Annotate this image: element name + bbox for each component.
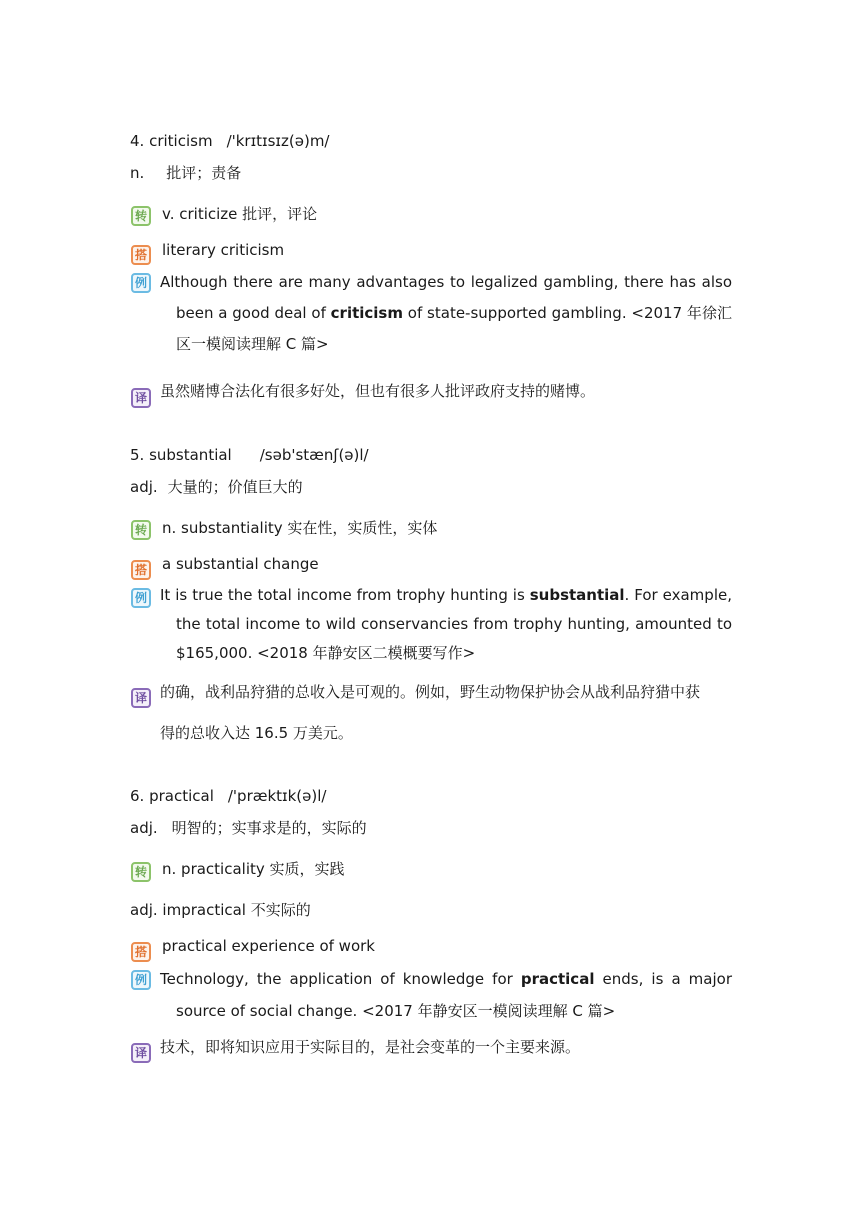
translation-text: 虽然赌博合法化有很多好处，但也有很多人批评政府支持的赌博。 xyxy=(160,382,596,400)
translation-text-continued: 得的总收入达 16.5 万美元。 xyxy=(160,724,353,742)
example-badge-icon: 例 xyxy=(131,970,151,990)
entry-phonetic: /səb'stænʃ(ə)l/ xyxy=(259,446,369,464)
collocation-badge-icon: 搭 xyxy=(131,942,151,962)
example-before: Although there are many advantages to legalized gambling, there has also been a good deal of xyxy=(160,273,732,322)
derivative-text: n. practicality 实质，实践 xyxy=(162,860,345,878)
translation-text: 的确，战利品狩猎的总收入是可观的。例如，野生动物保护协会从战利品狩猎中获 xyxy=(160,683,701,701)
entry-heading xyxy=(130,131,329,151)
example-sentence xyxy=(160,267,732,360)
translation-badge-icon: 译 xyxy=(131,1043,151,1063)
collocation-text: literary criticism xyxy=(162,241,285,259)
derivative-text-secondary: adj. impractical 不实际的 xyxy=(130,901,311,919)
example-after: of state-supported gambling. <2017 年徐汇区一模阅读理解 C 篇> xyxy=(176,304,732,353)
definition-text: 明智的；实事求是的，实际的 xyxy=(171,819,367,837)
entry-phonetic: /'præktɪk(ə)l/ xyxy=(227,787,327,805)
example-keyword: practical xyxy=(520,970,595,988)
part-of-speech: adj. xyxy=(130,819,158,837)
example-sentence xyxy=(160,581,732,668)
derivative-badge-icon: 转 xyxy=(131,520,151,540)
entry-definition xyxy=(130,163,241,183)
example-badge-icon: 例 xyxy=(131,588,151,608)
translation-text: 技术，即将知识应用于实际目的，是社会变革的一个主要来源。 xyxy=(160,1038,581,1056)
example-badge-icon: 例 xyxy=(131,273,151,293)
example-before: Technology, the application of knowledge for xyxy=(160,970,521,988)
collocation-badge-icon: 搭 xyxy=(131,245,151,265)
example-sentence xyxy=(160,963,732,1027)
part-of-speech: n. xyxy=(130,164,145,182)
derivative-text: n. substantiality 实在性，实质性，实体 xyxy=(162,519,438,537)
entry-word: 5. substantial xyxy=(130,446,232,464)
entry-definition xyxy=(130,477,303,497)
derivative-text: v. criticize 批评，评论 xyxy=(162,205,318,223)
entry-phonetic: /'krɪtɪsɪz(ə)m/ xyxy=(226,132,330,150)
entry-heading xyxy=(130,786,326,806)
collocation-text: a substantial change xyxy=(162,555,319,573)
part-of-speech: adj. xyxy=(130,478,158,496)
example-keyword: criticism xyxy=(330,304,403,322)
derivative-badge-icon: 转 xyxy=(131,862,151,882)
collocation-text: practical experience of work xyxy=(162,937,375,955)
definition-text: 批评；责备 xyxy=(166,164,242,182)
example-after: . For example, the total income to wild conservancies from trophy hunting, amounted to $165,000. <2018 年静安区二模概要写作> xyxy=(176,586,732,662)
entry-definition xyxy=(130,818,367,838)
example-after: ends, is a major source of social change. <2017 年静安区一模阅读理解 C 篇> xyxy=(176,970,732,1020)
entry-heading xyxy=(130,445,369,465)
derivative-badge-icon: 转 xyxy=(131,206,151,226)
example-keyword: substantial xyxy=(529,586,625,604)
definition-text: 大量的；价值巨大的 xyxy=(167,478,303,496)
collocation-badge-icon: 搭 xyxy=(131,560,151,580)
entry-word: 6. practical xyxy=(130,787,214,805)
translation-badge-icon: 译 xyxy=(131,688,151,708)
example-before: It is true the total income from trophy hunting is xyxy=(160,586,530,604)
entry-word: 4. criticism xyxy=(130,132,213,150)
translation-badge-icon: 译 xyxy=(131,388,151,408)
